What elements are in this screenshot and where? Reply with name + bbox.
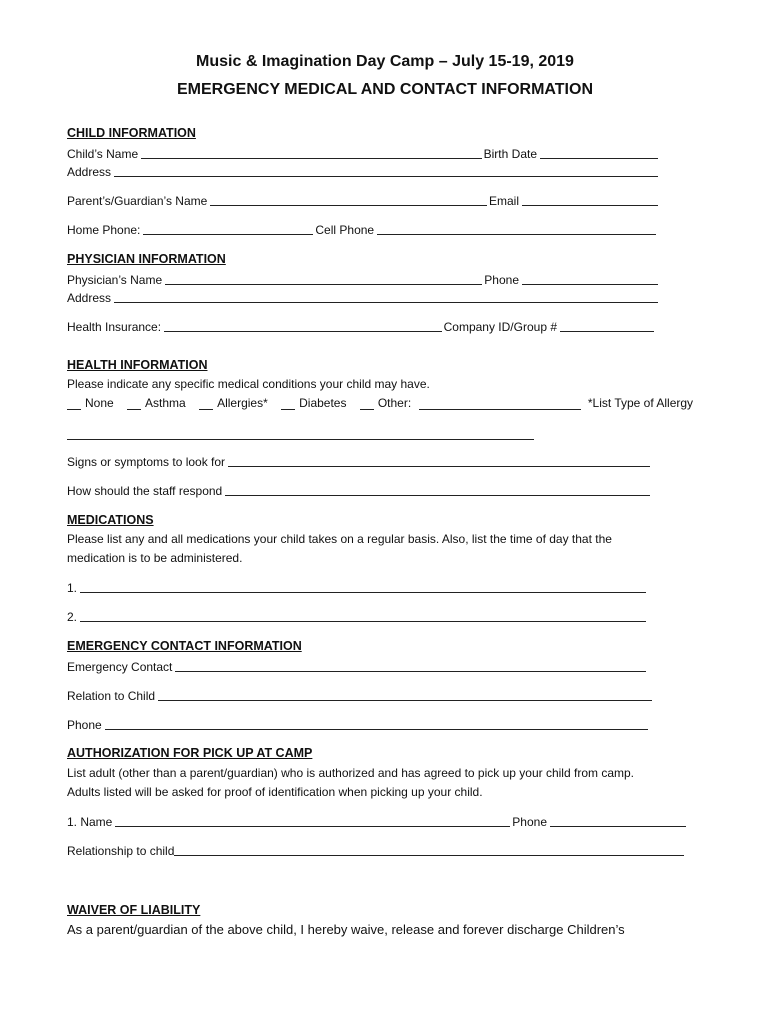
asthma-option-label: Asthma bbox=[145, 396, 186, 410]
medication-2-field[interactable] bbox=[80, 609, 646, 622]
pickup-name-row bbox=[67, 813, 688, 829]
medication-row-2 bbox=[67, 608, 648, 624]
medication-1-field[interactable] bbox=[80, 580, 646, 593]
relation-row bbox=[67, 687, 654, 703]
asthma-checkbox[interactable] bbox=[127, 397, 141, 410]
emergency-phone-row bbox=[67, 716, 650, 732]
physician-name-label: Physician’s Name bbox=[67, 273, 163, 287]
physician-name-field[interactable] bbox=[165, 272, 482, 285]
child-address-label: Address bbox=[67, 165, 112, 179]
signs-field[interactable] bbox=[228, 454, 650, 467]
pickup-name-label: 1. Name bbox=[67, 815, 113, 829]
pickup-instruction-2: Adults listed will be asked for proof of identification when picking up your child. bbox=[67, 785, 483, 799]
birth-date-label: Birth Date bbox=[483, 147, 537, 161]
other-checkbox[interactable] bbox=[360, 397, 374, 410]
allergy-type-row bbox=[67, 426, 536, 442]
phone-row bbox=[67, 221, 658, 237]
diabetes-checkbox[interactable] bbox=[281, 397, 295, 410]
insurance-row bbox=[67, 318, 656, 334]
conditions-row bbox=[67, 396, 693, 410]
form-subtitle: EMERGENCY MEDICAL AND CONTACT INFORMATION bbox=[177, 81, 593, 98]
pickup-instruction-1: List adult (other than a parent/guardian) who is authorized and has agreed to pick up your child from camp. bbox=[67, 766, 634, 780]
child-address-field[interactable] bbox=[114, 164, 658, 177]
company-id-field[interactable] bbox=[560, 319, 654, 332]
child-address-row bbox=[67, 163, 660, 179]
pickup-phone-field[interactable] bbox=[550, 814, 686, 827]
respond-label: How should the staff respond bbox=[67, 484, 223, 498]
parent-name-field[interactable] bbox=[210, 193, 487, 206]
parent-row bbox=[67, 192, 660, 208]
physician-address-row bbox=[67, 289, 660, 305]
pickup-heading: AUTHORIZATION FOR PICK UP AT CAMP bbox=[67, 746, 313, 760]
signs-row bbox=[67, 453, 652, 469]
home-phone-label: Home Phone: bbox=[67, 223, 141, 237]
health-instruction: Please indicate any specific medical conditions your child may have. bbox=[67, 377, 430, 391]
emergency-contact-row bbox=[67, 658, 648, 674]
physician-phone-field[interactable] bbox=[522, 272, 658, 285]
emergency-phone-field[interactable] bbox=[105, 717, 648, 730]
waiver-heading: WAIVER OF LIABILITY bbox=[67, 903, 201, 917]
allergies-checkbox[interactable] bbox=[199, 397, 213, 410]
insurance-field[interactable] bbox=[164, 319, 442, 332]
emergency-phone-label: Phone bbox=[67, 718, 102, 732]
other-condition-field[interactable] bbox=[419, 397, 581, 410]
emergency-heading: EMERGENCY CONTACT INFORMATION bbox=[67, 639, 302, 653]
relation-label: Relation to Child bbox=[67, 689, 156, 703]
medication-row-1 bbox=[67, 579, 648, 595]
medication-1-label: 1. bbox=[67, 581, 78, 595]
home-phone-field[interactable] bbox=[143, 222, 313, 235]
diabetes-option-label: Diabetes bbox=[299, 396, 347, 410]
insurance-label: Health Insurance: bbox=[67, 320, 162, 334]
allergies-option-label: Allergies* bbox=[217, 396, 268, 410]
physician-phone-label: Phone bbox=[484, 273, 519, 287]
signs-label: Signs or symptoms to look for bbox=[67, 455, 226, 469]
pickup-relationship-label: Relationship to child bbox=[67, 844, 175, 858]
child-name-label: Child’s Name bbox=[67, 147, 139, 161]
email-field[interactable] bbox=[522, 193, 658, 206]
emergency-contact-label: Emergency Contact bbox=[67, 660, 173, 674]
pickup-relationship-field[interactable] bbox=[174, 843, 684, 856]
birth-date-field[interactable] bbox=[540, 146, 658, 159]
respond-row bbox=[67, 482, 652, 498]
email-label: Email bbox=[488, 194, 519, 208]
child-info-heading: CHILD INFORMATION bbox=[67, 126, 196, 140]
pickup-name-field[interactable] bbox=[115, 814, 510, 827]
cell-phone-field[interactable] bbox=[377, 222, 656, 235]
waiver-text: As a parent/guardian of the above child, I hereby waive, release and forever discharge Children’s bbox=[67, 922, 625, 937]
respond-field[interactable] bbox=[225, 483, 650, 496]
cell-phone-label: Cell Phone bbox=[315, 223, 375, 237]
allergy-note: *List Type of Allergy bbox=[587, 396, 694, 410]
medication-2-label: 2. bbox=[67, 610, 78, 624]
pickup-phone-label: Phone bbox=[512, 815, 547, 829]
medications-instruction-1: Please list any and all medications your child takes on a regular basis. Also, list the time of day that the bbox=[67, 532, 612, 546]
child-name-row bbox=[67, 145, 660, 161]
emergency-contact-field[interactable] bbox=[175, 659, 646, 672]
parent-name-label: Parent’s/Guardian’s Name bbox=[67, 194, 208, 208]
form-title: Music & Imagination Day Camp – July 15-19, 2019 bbox=[196, 53, 574, 70]
child-name-field[interactable] bbox=[141, 146, 482, 159]
company-id-label: Company ID/Group # bbox=[443, 320, 557, 334]
physician-heading: PHYSICIAN INFORMATION bbox=[67, 252, 226, 266]
physician-address-field[interactable] bbox=[114, 290, 658, 303]
medications-heading: MEDICATIONS bbox=[67, 513, 154, 527]
physician-name-row bbox=[67, 271, 660, 287]
medications-instruction-2: medication is to be administered. bbox=[67, 551, 243, 565]
none-option-label: None bbox=[85, 396, 114, 410]
allergy-type-field[interactable] bbox=[67, 427, 534, 440]
physician-address-label: Address bbox=[67, 291, 112, 305]
health-heading: HEALTH INFORMATION bbox=[67, 358, 208, 372]
other-option-label: Other: bbox=[377, 396, 412, 410]
none-checkbox[interactable] bbox=[67, 397, 81, 410]
pickup-relationship-row bbox=[67, 842, 686, 858]
relation-field[interactable] bbox=[158, 688, 652, 701]
